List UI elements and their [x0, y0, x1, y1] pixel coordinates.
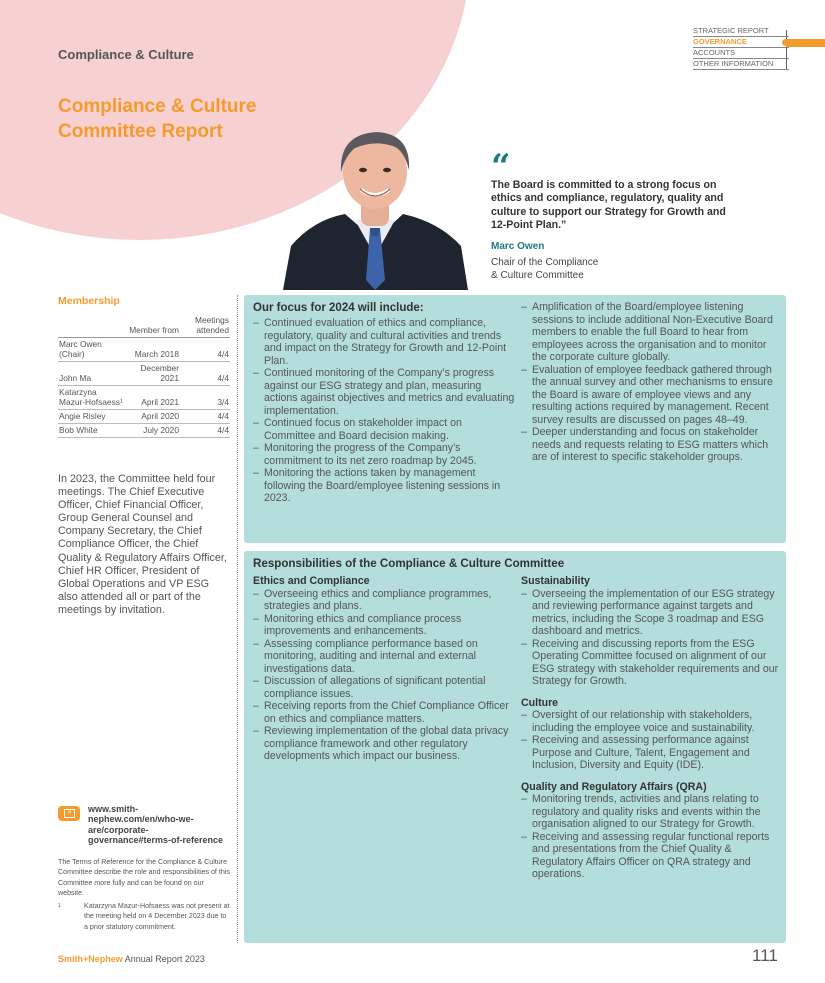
nav-strategic-report[interactable]: STRATEGIC REPORT [693, 26, 789, 37]
chair-portrait [283, 128, 468, 290]
list-item: – Reviewing implementation of the global data privacy compliance framework and other regulatory developments which impact our business. [253, 725, 511, 763]
quote-author-name: Marc Owen [491, 241, 545, 252]
nav-governance[interactable]: GOVERNANCE [693, 37, 789, 48]
list-item: – Discussion of allegations of significant potential compliance issues. [253, 675, 511, 700]
quote-author-role-line-1: Chair of the Compliance [491, 257, 599, 268]
terms-of-reference-text: The Terms of Reference for the Compliance & Culture Committee describe the role and responsibilities of this Committee more fully and can be found on our website. [58, 858, 230, 897]
section-label: Compliance & Culture [58, 47, 194, 62]
external-link-icon[interactable]: > [58, 806, 80, 821]
list-item: – Continued focus on stakeholder impact on Committee and Board decision making. [253, 417, 515, 442]
nav-indicator-line [786, 30, 787, 69]
responsibilities-left-column [253, 575, 511, 763]
list-item: – Assessing compliance performance based on monitoring, auditing and internal and external investigations data. [253, 638, 511, 676]
quote-mark-icon: “ [491, 147, 511, 187]
page-title-line-1: Compliance & Culture [58, 96, 257, 117]
responsibilities-right-column [521, 575, 779, 881]
member-name: Marc Owen (Chair) [58, 338, 126, 362]
list-item: – Monitoring ethics and compliance process improvements and enhancements. [253, 613, 511, 638]
member-name: Bob White [58, 424, 126, 438]
meetings-paragraph: In 2023, the Committee held four meetings. The Chief Executive Officer, Chief Financial Officer, Group General Counsel and Company Secretary, the Chief Compliance Officer, the Chief Quality & Regulatory Affairs Officer, Chief HR Officer, President of Global Operations and VP ESG also attended all or part of the meetings by invitation. [58, 473, 227, 616]
list-item: – Receiving and discussing reports from the ESG Operating Committee focused on alignment of our ESG strategy with stakeholder requirements and our Strategy for Growth. [521, 638, 779, 688]
table-header-row [58, 314, 230, 338]
member-name: Angie Risley [58, 410, 126, 424]
member-from: July 2020 [126, 424, 180, 438]
terms-of-reference-link[interactable]: www.smith-nephew.com/en/who-we-are/corporate-governance#terms-of-reference [88, 804, 224, 845]
footnote-marker: 1 [58, 903, 61, 909]
list-item: – Receiving and assessing regular functional reports and presentations from the Chief Quality & Regulatory Affairs Officer on QRA strategy and operations. [521, 831, 779, 881]
nav-other-information[interactable]: OTHER INFORMATION [693, 59, 789, 70]
column-header-meetings-attended: Meetings attended [180, 314, 230, 338]
meetings-attended: 4/4 [180, 362, 230, 386]
list-item: – Overseeing the implementation of our ESG strategy and reviewing performance against targets and metrics, including the Scope 3 roadmap and ESG dashboard and metrics. [521, 588, 779, 638]
column-divider [237, 295, 238, 943]
sustainability-heading: Sustainability [521, 575, 590, 587]
page-title-line-2: Committee Report [58, 121, 223, 142]
member-name: Katarzyna Mazur-Hofsaess¹ [58, 386, 126, 410]
membership-table [58, 314, 230, 438]
brand-name: Smith+Nephew [58, 954, 123, 964]
culture-heading: Culture [521, 696, 559, 709]
nav-accounts[interactable]: ACCOUNTS [693, 48, 789, 59]
focus-left-column [253, 301, 515, 505]
responsibilities-heading: Responsibilities of the Compliance & Culture Committee [253, 557, 565, 570]
list-item: – Monitoring trends, activities and plans relating to regulatory and quality risks and events within the organisation aligned to our Strategy for Growth. [521, 793, 779, 831]
list-item: – Overseeing ethics and compliance programmes, strategies and plans. [253, 588, 511, 613]
member-from: March 2018 [126, 338, 180, 362]
focus-heading: Our focus for 2024 will include: [253, 302, 424, 314]
list-item: – Amplification of the Board/employee listening sessions to include additional Non-Executive Board members to enable the full Board to hear from employees across the organisation and to monitor the corporate culture globally. [521, 301, 779, 364]
list-item: – Continued monitoring of the Company’s progress against our ESG strategy and plan, measuring actions against objectives and metrics and evaluating implementation. [253, 367, 515, 417]
list-item: – Evaluation of employee feedback gathered through the annual survey and other mechanisms to ensure the Board is aware of employee views and any resulting actions required by management. Recent survey results are discussed on pages 48–49. [521, 364, 779, 427]
footer-brand [58, 954, 205, 964]
list-item: – Receiving reports from the Chief Compliance Officer on ethics and compliance matters. [253, 700, 511, 725]
table-row [58, 424, 230, 438]
meetings-attended: 4/4 [180, 338, 230, 362]
list-item: – Monitoring the actions taken by management following the Board/employee listening sessions in 2023. [253, 467, 515, 505]
list-item: – Deeper understanding and focus on stakeholder needs and requests relating to ESG matters which are of interest to specific stakeholder groups. [521, 426, 779, 464]
member-name: John Ma [58, 362, 126, 386]
member-from: December 2021 [126, 362, 180, 386]
list-item: – Receiving and assessing performance against Purpose and Culture, Talent, Engagement and Inclusion, Diversity and Equity (IDE). [521, 734, 779, 772]
member-from: April 2020 [126, 410, 180, 424]
nav-active-marker [786, 39, 825, 47]
footnote [58, 901, 230, 932]
meetings-attended: 4/4 [180, 424, 230, 438]
focus-right-column [521, 301, 779, 464]
list-item: – Monitoring the progress of the Company’s commitment to its net zero roadmap by 2045. [253, 442, 515, 467]
report-section-nav [693, 26, 789, 70]
list-item: – Oversight of our relationship with stakeholders, including the employee voice and sustainability. [521, 709, 779, 734]
member-from: April 2021 [126, 386, 180, 410]
table-row [58, 362, 230, 386]
table-row [58, 338, 230, 362]
membership-heading: Membership [58, 295, 120, 307]
meetings-attended: 3/4 [180, 386, 230, 410]
quote-author-role [491, 256, 691, 282]
footnote-text: Katarzyna Mazur-Hofsaess was not present at the meeting held on 4 December 2023 due to a prior statutory commitment. [84, 902, 230, 931]
table-row [58, 410, 230, 424]
quote-author-role-line-2: & Culture Committee [491, 270, 584, 281]
list-item: – Continued evaluation of ethics and compliance, regulatory, quality and cultural activities and trends and impact on the Strategy for Growth and 12-Point Plan. [253, 317, 515, 367]
report-name: Annual Report 2023 [124, 954, 205, 964]
column-header-member-from: Member from [126, 314, 180, 338]
page-title [58, 94, 318, 144]
nav-active-dot [782, 39, 789, 46]
qra-heading: Quality and Regulatory Affairs (QRA) [521, 780, 707, 793]
page-number: 111 [752, 946, 778, 965]
meetings-attended: 4/4 [180, 410, 230, 424]
pull-quote: The Board is committed to a strong focus on ethics and compliance, regulatory, quality and culture to support our Strategy for Growth and 12-Point Plan.” [491, 179, 726, 232]
table-row [58, 386, 230, 410]
ethics-heading: Ethics and Compliance [253, 575, 370, 587]
